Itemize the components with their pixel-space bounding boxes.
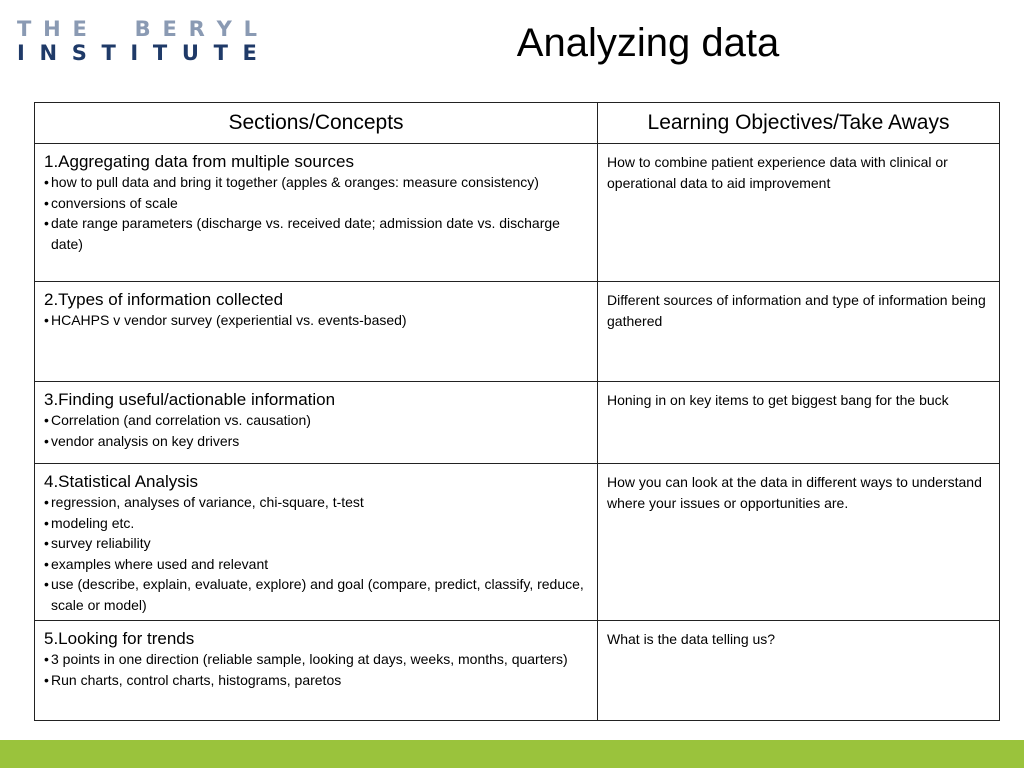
bullet-item: • conversions of scale bbox=[44, 193, 591, 214]
logo-letter: S bbox=[71, 41, 87, 65]
logo-letter: B bbox=[134, 17, 151, 41]
header-learning-objectives: Learning Objectives/Take Aways bbox=[598, 103, 1000, 144]
table-row bbox=[35, 464, 1000, 621]
bullet-item: • regression, analyses of variance, chi-square, t-test bbox=[44, 492, 591, 513]
logo-word-institute bbox=[17, 42, 257, 65]
logo-letter: H bbox=[43, 17, 61, 41]
section-cell bbox=[35, 282, 598, 382]
logo-letter: T bbox=[17, 17, 32, 41]
objective-cell bbox=[598, 621, 1000, 721]
section-heading: 3.Finding useful/actionable information bbox=[44, 390, 336, 409]
logo-letter: T bbox=[213, 41, 228, 65]
bullet-list bbox=[44, 649, 591, 690]
section-cell bbox=[35, 621, 598, 721]
bullet-item: • 3 points in one direction (reliable sample, looking at days, weeks, months, quarters) bbox=[44, 649, 591, 670]
bullet-item: • Run charts, control charts, histograms, paretos bbox=[44, 670, 591, 691]
bullet-item: • examples where used and relevant bbox=[44, 554, 591, 575]
bullet-list bbox=[44, 172, 591, 254]
bullet-list bbox=[44, 310, 591, 331]
bullet-item: • vendor analysis on key drivers bbox=[44, 431, 591, 452]
bullet-list bbox=[44, 492, 591, 615]
slide-title: Analyzing data bbox=[516, 21, 780, 65]
objective-text: How you can look at the data in different ways to understand where your issues or opportunities are. bbox=[607, 474, 982, 511]
table-row bbox=[35, 144, 1000, 282]
logo-letter: T bbox=[152, 41, 168, 65]
section-heading: 5.Looking for trends bbox=[44, 629, 195, 648]
bottom-accent-bar bbox=[0, 740, 1024, 768]
logo-letter: I bbox=[130, 41, 139, 65]
objective-text: What is the data telling us? bbox=[607, 631, 776, 647]
logo-letter: I bbox=[17, 41, 25, 65]
bullet-item: • modeling etc. bbox=[44, 513, 591, 534]
objective-cell bbox=[598, 282, 1000, 382]
logo-letter: N bbox=[39, 41, 58, 65]
header-sections-concepts: Sections/Concepts bbox=[35, 103, 598, 144]
objective-text: How to combine patient experience data with clinical or operational data to aid improvement bbox=[607, 154, 948, 191]
content-table bbox=[34, 102, 1000, 721]
logo-letter: T bbox=[101, 41, 116, 65]
bullet-item: • use (describe, explain, evaluate, explore) and goal (compare, predict, classify, reduce, scale or model) bbox=[44, 574, 591, 615]
objective-cell bbox=[598, 382, 1000, 464]
logo-letter: Y bbox=[216, 17, 232, 41]
logo-letter: U bbox=[181, 41, 199, 65]
beryl-institute-logo bbox=[17, 18, 257, 65]
bullet-item: • Correlation (and correlation vs. causation) bbox=[44, 410, 591, 431]
section-heading: 2.Types of information collected bbox=[44, 290, 284, 309]
bullet-item: • date range parameters (discharge vs. received date; admission date vs. discharge date) bbox=[44, 213, 591, 254]
table-header-row bbox=[35, 103, 1000, 144]
objective-text: Honing in on key items to get biggest bang for the buck bbox=[607, 392, 949, 408]
logo-letter: E bbox=[72, 17, 87, 41]
bullet-item: • HCAHPS v vendor survey (experiential vs. events-based) bbox=[44, 310, 591, 331]
logo-letter: R bbox=[188, 17, 205, 41]
logo-word-the-beryl bbox=[17, 18, 257, 41]
logo-letter: E bbox=[242, 41, 257, 65]
section-cell bbox=[35, 144, 598, 282]
bullet-item: • how to pull data and bring it together (apples & oranges: measure consistency) bbox=[44, 172, 591, 193]
section-cell bbox=[35, 382, 598, 464]
objective-cell bbox=[598, 464, 1000, 621]
objective-text: Different sources of information and type of information being gathered bbox=[607, 292, 986, 329]
table-row bbox=[35, 621, 1000, 721]
bullet-item: • survey reliability bbox=[44, 533, 591, 554]
bullet-list bbox=[44, 410, 591, 451]
section-heading: 1.Aggregating data from multiple sources bbox=[44, 152, 354, 171]
section-heading: 4.Statistical Analysis bbox=[44, 472, 199, 491]
objective-cell bbox=[598, 144, 1000, 282]
logo-letter: E bbox=[162, 17, 177, 41]
section-cell bbox=[35, 464, 598, 621]
table-row bbox=[35, 382, 1000, 464]
logo-letter: L bbox=[243, 17, 257, 41]
table-row bbox=[35, 282, 1000, 382]
